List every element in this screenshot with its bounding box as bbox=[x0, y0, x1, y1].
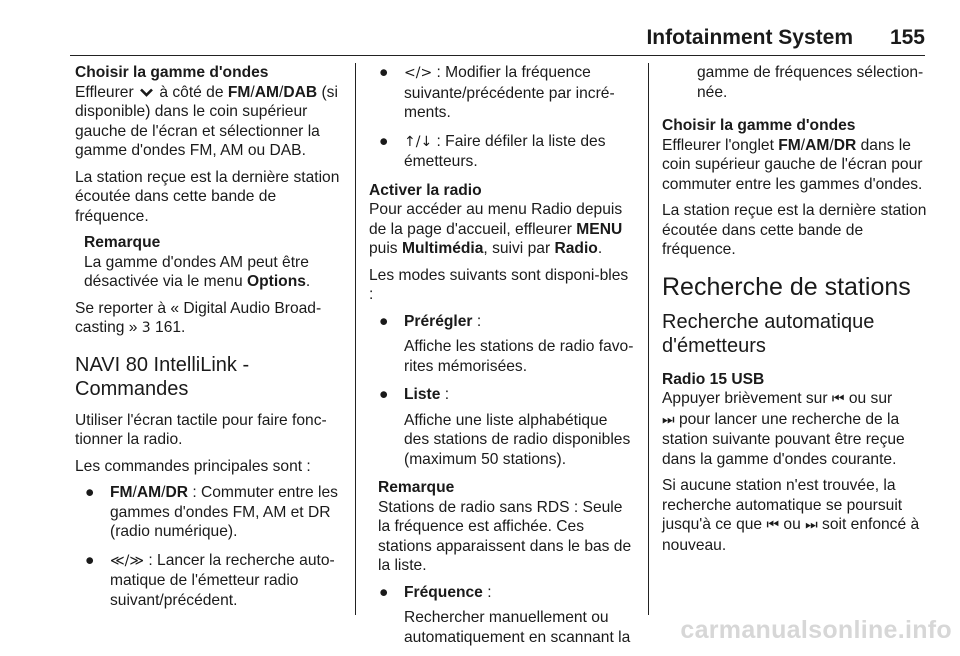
bullet: ● bbox=[379, 64, 389, 81]
page-number: 155 bbox=[889, 26, 925, 49]
bullet: ● bbox=[85, 551, 95, 569]
paragraph: Utiliser l'écran tactile pour faire fonc-tionner la radio. bbox=[75, 411, 327, 448]
section-heading: Choisir la gamme d'ondes bbox=[662, 117, 856, 134]
bullet: ● bbox=[379, 312, 389, 330]
section-heading: Radio 15 USB bbox=[662, 370, 765, 388]
column-divider bbox=[355, 63, 356, 615]
chapter-title: Recherche de stations bbox=[662, 272, 911, 301]
item-description: Rechercher manuellement ou automatiquement en scannant la bbox=[404, 609, 631, 646]
paragraph: La station reçue est la dernière station écoutée dans cette bande de fréquence. bbox=[662, 202, 927, 258]
bullet: ● bbox=[379, 132, 389, 150]
note-box bbox=[75, 233, 345, 292]
list-item: ● ≪/≫ : Lancer la recherche auto-matique de l'émetteur radio suivant/précédent. bbox=[85, 551, 335, 609]
paragraph: Effleurer à côté de FM/AM/DAB (si disponible) dans le coin supérieur gauche de l'écran et sélectionner la gamme d'ondes FM, AM ou DAB. bbox=[75, 83, 338, 159]
bullet-list bbox=[369, 583, 634, 648]
bullet-list bbox=[75, 483, 345, 610]
watermark: carmanualsonline.info bbox=[680, 615, 952, 644]
paragraph: Les modes suivants sont disponi-bles : bbox=[369, 266, 629, 303]
bullet-list bbox=[369, 63, 634, 172]
note-text: Stations de radio sans RDS : Seule la fréquence est affichée. Ces stations apparaissent dans le bas de la liste. bbox=[378, 498, 632, 574]
skip-back-icon: ⏮ bbox=[831, 391, 845, 407]
note-text: La gamme d'ondes AM peut être désactivée via le menu Options. bbox=[84, 253, 311, 290]
paragraph: Appuyer brièvement sur ⏮ ou sur ⏭ pour lancer une recherche de la station suivante pouvant être reçue dans la gamme d'ondes courante. bbox=[662, 390, 905, 468]
list-item: ● </> : Modifier la fréquence suivante/précédente par incré-ments. bbox=[379, 64, 615, 121]
list-item: ● Liste : Affiche une liste alphabétique des stations de radio disponibles (maximum 50 stations). bbox=[369, 385, 634, 469]
list-item: ● Fréquence : Rechercher manuellement ou automatiquement en scannant la bbox=[369, 583, 634, 648]
note-box bbox=[369, 478, 634, 576]
paragraph: Pour accéder au menu Radio depuis de la page d'accueil, effleurer MENU puis Multimédia, suivi par Radio. bbox=[369, 201, 623, 257]
skip-back-icon: ⏮ bbox=[766, 517, 780, 533]
scroll-arrows-icon: ↑/↓ bbox=[404, 133, 433, 150]
page-reference-arrow-icon: 3 bbox=[141, 320, 151, 336]
tune-icon: </> bbox=[404, 65, 433, 81]
continued-text: gamme de fréquences sélection-née. bbox=[697, 64, 924, 101]
section-heading: Activer la radio bbox=[369, 181, 482, 199]
paragraph: Effleurer l'onglet FM/AM/DR dans le coin supérieur gauche de l'écran pour commuter entre les gammes d'ondes. bbox=[662, 136, 923, 193]
list-item: ● ↑/↓ : Faire défiler la liste des émetteurs. bbox=[379, 132, 606, 170]
list-item: ● FM/AM/DR : Commuter entre les gammes d'ondes FM, AM et DR (radio numérique). bbox=[85, 484, 338, 540]
chevron-down-icon bbox=[140, 88, 153, 97]
item-description: Affiche une liste alphabétique des stations de radio disponibles (maximum 50 stations). bbox=[404, 411, 631, 468]
note-title: Remarque bbox=[378, 479, 455, 496]
item-description: Affiche les stations de radio favo-rites mémorisées. bbox=[404, 338, 634, 375]
skip-forward-icon: ⏭ bbox=[662, 411, 675, 428]
section-title: Recherche automatique d'émetteurs bbox=[662, 310, 875, 357]
column-2 bbox=[369, 63, 634, 656]
header-rule bbox=[70, 55, 925, 56]
page-header bbox=[70, 22, 925, 56]
bullet: ● bbox=[85, 484, 95, 501]
section-title: NAVI 80 IntelliLink - Commandes bbox=[75, 353, 250, 400]
paragraph: Si aucune station n'est trouvée, la recherche automatique se poursuit jusqu'à ce que ⏮ ou ⏭ soit enfoncé à nouveau. bbox=[662, 477, 920, 554]
skip-forward-icon: ⏭ bbox=[805, 517, 818, 533]
header-title: Infotainment System bbox=[646, 26, 853, 49]
column-1 bbox=[75, 63, 345, 619]
bullet-list bbox=[369, 312, 634, 470]
paragraph: La station reçue est la dernière station écoutée dans cette bande de fréquence. bbox=[75, 168, 340, 225]
seek-icon: ≪/≫ bbox=[110, 552, 145, 569]
section-heading: Choisir la gamme d'ondes bbox=[75, 64, 269, 81]
note-title: Remarque bbox=[84, 234, 161, 251]
cross-reference: Se reporter à « Digital Audio Broad-casting » 3 161. bbox=[75, 299, 322, 336]
bullet: ● bbox=[379, 386, 389, 403]
list-item: ● Prérégler : Affiche les stations de radio favo-rites mémorisées. bbox=[379, 312, 634, 375]
column-divider bbox=[648, 63, 649, 615]
bullet: ● bbox=[379, 583, 389, 601]
column-3 bbox=[662, 63, 930, 562]
paragraph: Les commandes principales sont : bbox=[75, 457, 311, 475]
